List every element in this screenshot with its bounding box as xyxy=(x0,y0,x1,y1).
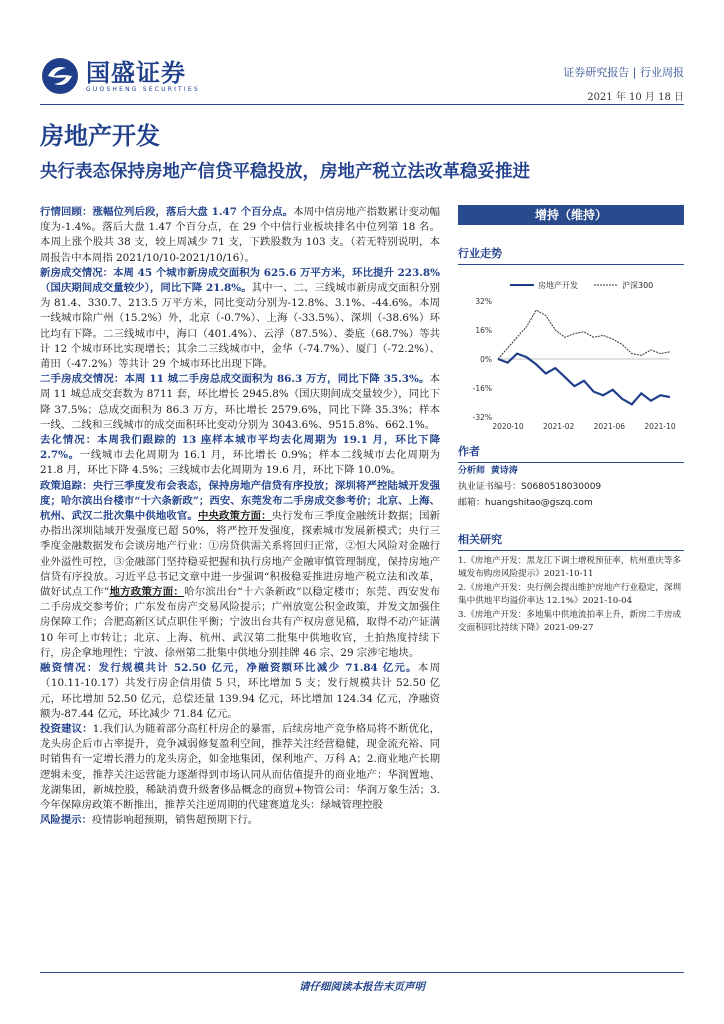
para-keyword: 风险提示： xyxy=(40,814,92,827)
related-item[interactable]: 2.《房地产开发：央行例会提出维护房地产行业稳定，深圳集中供地平均溢价率达 12.1%》2021-10-04 xyxy=(458,583,682,606)
x-tick-label: 2021-06 xyxy=(593,422,626,431)
para-keyword: 新房成交情况：本周 45 个城市新房成交面积为 625.6 万平方米，环比提升 223.8%（国庆期间成交量较少），同比下降 21.8%。 xyxy=(40,266,440,295)
para-keyword: 融资情况：发行规模共计 52.50 亿元，净融资额环比减少 71.84 亿元。 xyxy=(40,662,418,675)
sidebar xyxy=(458,205,684,636)
para-keyword: 政策追踪：央行三季度发布会表态，保持房地产信贷有序投放；深圳将严控陆城开发强度；哈尔滨出台楼市“十六条新政”；西安、东莞发布二手房成交参考价；北京、上海、杭州、武汉二批次集中供地收官。 xyxy=(40,479,440,523)
related-title: 相关研究 xyxy=(458,531,684,551)
para-text: 其中一、二、三线城市新房成交面积分别为 81.4、330.7、213.5 万平方米，同比变动分别为-12.8%、3.1%、-44.6%。本周一线城市除广州（15.2%）外，北京（-0.7%）、上海（-33.5%）、深圳（-38.6%）环比均有下降。二三线城市中，海口（401.4%）、云浮（87.5%）、娄底（68.7%）等共计 12 个城市环比实现增长；其余二三线城市中，金华（-74.7%）、厦门（-72.2%）、莆田（-47.2%）等共计 29 个城市环比出现下降。 xyxy=(40,282,440,371)
series-line-real-estate xyxy=(498,354,670,405)
para-text: 本周（10.11-10.17）共发行房企信用债 5 只，环比增加 5 支；发行规模共计 52.50 亿元，环比增加 52.50 亿元，总偿还量 139.94 亿元，环比增加 124.34 亿元，净融资额为-87.44 亿元，环比减少 71.84 亿元。 xyxy=(40,662,441,720)
page-header xyxy=(40,52,684,104)
para-newhouse xyxy=(40,266,440,372)
para-risk xyxy=(40,813,440,828)
para-secondhand xyxy=(40,372,440,433)
para-keyword: 行情回顾：涨幅位列后段，落后大盘 1.47 个百分点。 xyxy=(40,206,294,218)
para-market xyxy=(40,205,440,266)
author-block xyxy=(458,463,684,511)
para-financing xyxy=(40,661,440,722)
para-policy xyxy=(40,479,440,661)
x-tick-label: 2021-10 xyxy=(644,422,676,431)
legend-label: 房地产开发 xyxy=(538,281,578,290)
legend-label: 沪深300 xyxy=(622,281,654,290)
related-item[interactable]: 1.《房地产开发：黑龙江下调土增税预征率，杭州重庆等多城发布购房风险提示》2021-10-11 xyxy=(458,556,682,579)
trend-title: 行业走势 xyxy=(458,245,684,265)
para-invest xyxy=(40,722,440,813)
para-text: 疫情影响超预期，销售超预期下行。 xyxy=(91,814,259,827)
report-date: 2021 年 10 月 18 日 xyxy=(587,92,684,103)
x-tick-label: 2021-02 xyxy=(542,422,575,431)
report-headline: 央行表态保持房地产信贷平稳投放，房地产税立法改革稳妥推进 xyxy=(40,162,530,182)
logo-cn: 国盛证券 xyxy=(86,58,186,87)
para-text: 本周中信房地产指数累计变动幅度为-1.4%。落后大盘 1.47 个百分点，在 29 个中信行业板块排名中位列第 18 名。本周上涨个股共 38 支，较上周减少 71 支，下跌股数为 103 支。（若无特别说明，本周报告中本周指 2021/10/10-2021/10/16）。 xyxy=(40,206,441,264)
para-keyword: 投资建议： xyxy=(40,722,93,735)
analyst-label: 分析师 xyxy=(458,466,486,476)
para-keyword: 二手房成交情况：本周 11 城二手房总成交面积为 86.3 万方，同比下降 35.3%。 xyxy=(40,373,430,386)
para-keyword: 去化情况：本周我们跟踪的 13 座样本城市平均去化周期为 19.1 月，环比下降 2.7%。 xyxy=(40,434,440,462)
para-text: 本周 11 城总成交套数为 8711 套，环比增长 2945.8%（国庆期间成交量较少），同比下降 37.5%；总成交面积为 86.3 万方，环比增长 2579.6%，同比下降 35.3%；样本一线、二线和三线城市的成交面积环比变动分别为 3043.6%、9515.8%、662.1%。 xyxy=(40,373,440,431)
para-text: 一线城市去化周期为 16.1 月，环比增长 0.9%；样本二线城市去化周期为 21.8 月，环比下降 4.5%；三线城市去化周期为 19.6 月，环比下降 10.0%。 xyxy=(40,449,440,477)
x-tick-label: 2020-10 xyxy=(492,422,524,431)
license-number: 执业证书编号：S0680518030009 xyxy=(458,482,602,492)
trend-chart-svg xyxy=(458,271,684,435)
logo-icon xyxy=(40,56,80,96)
trend-chart xyxy=(458,271,684,435)
header-divider xyxy=(40,104,684,105)
report-type: 证券研究报告 | 行业周报 xyxy=(563,66,684,79)
analyst-name: 黄诗涛 xyxy=(490,466,518,476)
para-subhead-central: 中央政策方面： xyxy=(197,510,272,523)
y-tick-label: 32% xyxy=(475,297,492,306)
author-title: 作者 xyxy=(458,443,684,463)
y-tick-label: 16% xyxy=(475,326,492,335)
company-logo xyxy=(40,56,200,96)
related-item[interactable]: 3.《房地产开发：多地集中供地流拍率上升，新房二手房成交面积同比持续下降》2021-09-27 xyxy=(458,610,682,633)
y-tick-label: -16% xyxy=(472,384,492,393)
analyst-email[interactable]: 邮箱：huangshitao@gszq.com xyxy=(458,498,593,508)
para-text: 央行发布三季度金融统计数据；国新办指出深圳陆域开发强度已超 50%，将严控开发强度，探索城市发展新模式；央行三季度金融数据发布会谈房地产行业：①房贷供需关系将回归正常，②恒大风险对金融行业外溢性可控，③金融部门坚持稳妥把握和执行房地产金融审慎管理制度，保持房地产信贷有序投放。习近平总书记文章中进一步强调“积极稳妥推进房地产税立法和改革，做好试点工作” xyxy=(40,510,441,599)
para-inventory xyxy=(40,433,440,479)
footer-disclaimer: 请仔细阅读本报告末页声明 xyxy=(40,972,684,988)
main-text xyxy=(40,205,440,828)
series-line-csi300 xyxy=(498,310,670,359)
para-text: 1.我们认为随着部分高杠杆房企的暴雷，后续房地产竞争格局将不断优化，龙头房企后市占率提升，竞争减弱修复盈利空间，推荐关注经营稳健，现金流充裕、同时销售有一定增长潜力的龙头房企，如金地集团，保利地产、万科 A；2.商业地产长期逻辑未变，推荐关注运营能力逐渐得到市场认同从而估值提升的商业地产：华润置地、龙湖集团，新城控股，稀缺消费升级奢侈品概念的商贸+物管公司：华润万象生活；3.今年保障房政策不断推出，推荐关注逆周期的代建赛道龙头：绿城管理控股 xyxy=(40,722,440,811)
para-subhead-local: 地方政策方面： xyxy=(109,586,185,599)
related-list xyxy=(458,555,684,635)
rating-badge: 增持（维持） xyxy=(458,205,684,225)
y-tick-label: -32% xyxy=(472,413,492,422)
para-text: 哈尔滨出台“十六条新政”以稳定楼市；东莞、西安发布二手房成交参考价；广东发布房产交易风险提示；广州放宽公积金政策，并发文加强住房保障工作；合肥高新区试点职住平衡；宁波出台共有产权房意见稿，取得不动产证满 10 年可上市转让；北京、上海、杭州、武汉第二批集中供地收官，土拍热度持续下行，房企拿地理性；宁波、徐州第二批集中供地分别挂牌 46 宗、29 宗涉宅地块。 xyxy=(40,586,440,659)
y-tick-label: 0% xyxy=(480,355,492,364)
sector-title: 房地产开发 xyxy=(40,122,160,150)
logo-en: GUOSHENG SECURITIES xyxy=(86,85,200,93)
